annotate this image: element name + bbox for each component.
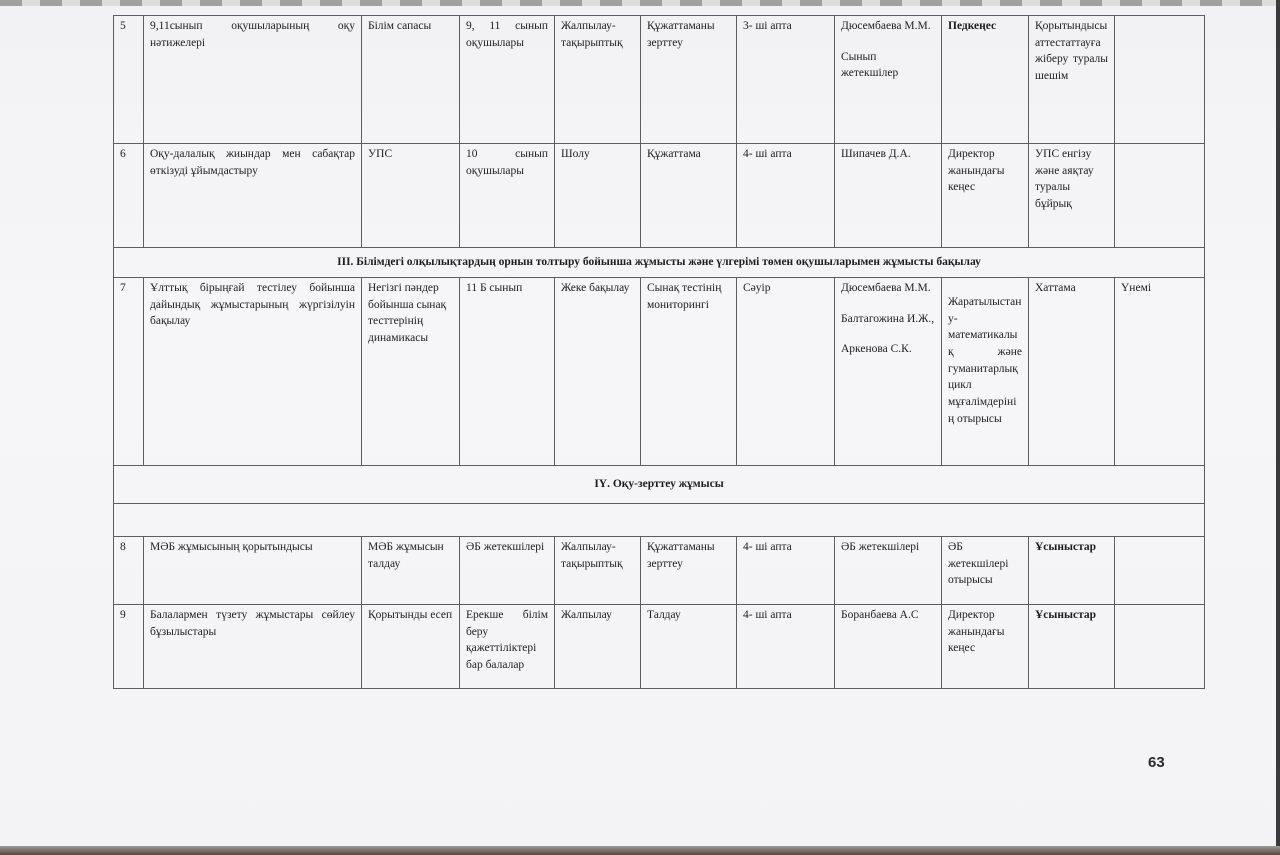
section-title: ІІІ. Білімдегі олқылықтардың орнын толтыру бойынша жұмысты және үлгерімі төмен оқушыларымен жұмысты бақылау xyxy=(114,248,1205,278)
table-row-5 xyxy=(114,16,1205,144)
control-kind: Шолу xyxy=(555,144,641,248)
control-result: УПС енгізу және аяқтау туралы бұйрық xyxy=(1029,144,1115,248)
control-topic: Балалармен түзету жұмыстары сөйлеу бұзылыстары xyxy=(144,605,362,689)
control-kind: Жеке бақылау xyxy=(555,278,641,466)
responsible-person: Балтагожина И.Ж., xyxy=(841,312,935,325)
extra-cell xyxy=(1115,16,1205,144)
table-row-6 xyxy=(114,144,1205,248)
spiral-binding xyxy=(0,0,1276,6)
row-number: 7 xyxy=(114,278,144,466)
control-object: 11 Б сынып xyxy=(460,278,555,466)
extra-cell xyxy=(1115,144,1205,248)
empty-row xyxy=(114,504,1205,537)
review-place: Директор жанындағы кеңес xyxy=(942,605,1029,689)
responsible-cell xyxy=(835,16,942,144)
control-direction: МӘБ жұмысын талдау xyxy=(362,537,460,605)
control-topic: 9,11сынып оқушыларының оқу нәтижелері xyxy=(144,16,362,144)
responsible-person: Шипачев Д.А. xyxy=(835,144,942,248)
control-method: Талдау xyxy=(641,605,737,689)
section-header-4 xyxy=(114,466,1205,504)
control-direction: Қорытынды есеп xyxy=(362,605,460,689)
control-plan-table xyxy=(113,15,1205,689)
control-topic: Оқу-далалық жиындар мен сабақтар өткізуді ұйымдастыру xyxy=(144,144,362,248)
control-term: Сәуір xyxy=(737,278,835,466)
row-number: 6 xyxy=(114,144,144,248)
control-object: 10 сынып оқушылары xyxy=(460,144,555,248)
control-kind: Жалпылау-тақырыптық xyxy=(555,16,641,144)
control-kind: Жалпылау xyxy=(555,605,641,689)
row-number: 8 xyxy=(114,537,144,605)
responsible-person: Дюсембаева М.М. xyxy=(841,282,931,294)
control-object: Ерекше білім беру қажеттіліктері бар балалар xyxy=(460,605,555,689)
responsible-person: Сынып жетекшілер xyxy=(841,50,899,80)
control-topic: МӘБ жұмысының қорытындысы xyxy=(144,537,362,605)
responsible-person: Аркенова С.К. xyxy=(841,343,912,356)
control-method: Құжаттаманы зерттеу xyxy=(641,16,737,144)
row-number: 5 xyxy=(114,16,144,144)
control-result: Ұсыныстар xyxy=(1029,605,1115,689)
control-term: 4- ші апта xyxy=(737,537,835,605)
control-result: Ұсыныстар xyxy=(1029,537,1115,605)
control-method: Құжаттаманы зерттеу xyxy=(641,537,737,605)
control-direction: Білім сапасы xyxy=(362,16,460,144)
review-place: ӘБ жетекшілері отырысы xyxy=(942,537,1029,605)
control-method: Құжаттама xyxy=(641,144,737,248)
responsible-cell xyxy=(835,278,942,466)
section-title: ІҮ. Оқу-зерттеу жұмысы xyxy=(114,466,1205,504)
review-place: Педкеңес xyxy=(942,16,1029,144)
control-object: ӘБ жетекшілері xyxy=(460,537,555,605)
review-place xyxy=(942,278,1029,466)
control-topic: Ұлттық бірыңғай тестілеу бойынша дайындық жұмыстарының жүргізілуін бақылау xyxy=(144,278,362,466)
empty-cell xyxy=(114,504,1205,537)
extra-cell xyxy=(1115,537,1205,605)
control-direction: Негізгі пәндер бойынша сынақ тесттерінің динамикасы xyxy=(362,278,460,466)
section-header-3 xyxy=(114,248,1205,278)
control-result: Қорытындысы аттестаттауға жіберу туралы шешім xyxy=(1029,16,1115,144)
control-method: Сынақ тестінің мониторингі xyxy=(641,278,737,466)
control-direction: УПС xyxy=(362,144,460,248)
control-object: 9, 11 сынып оқушылары xyxy=(460,16,555,144)
page-bottom-edge xyxy=(0,846,1280,855)
table-row-9 xyxy=(114,605,1205,689)
row-number: 9 xyxy=(114,605,144,689)
responsible-person: Боранбаева А.С xyxy=(835,605,942,689)
table-row-7 xyxy=(114,278,1205,466)
review-place-text: Жаратылыстану-математикалық және гуманитарлық цикл мұғалімдерінің отырысы xyxy=(948,296,1022,425)
table-row-8 xyxy=(114,537,1205,605)
extra-cell xyxy=(1115,605,1205,689)
control-term: 4- ші апта xyxy=(737,605,835,689)
control-result: Хаттама xyxy=(1029,278,1115,466)
responsible-person: ӘБ жетекшілері xyxy=(835,537,942,605)
control-term: 4- ші апта xyxy=(737,144,835,248)
control-term: 3- ші апта xyxy=(737,16,835,144)
responsible-person: Дюсембаева М.М. xyxy=(841,20,931,32)
review-place: Директор жанындағы кеңес xyxy=(942,144,1029,248)
extra-cell: Үнемі xyxy=(1115,278,1205,466)
page-number: 63 xyxy=(1148,754,1165,771)
control-kind: Жалпылау-тақырыптық xyxy=(555,537,641,605)
